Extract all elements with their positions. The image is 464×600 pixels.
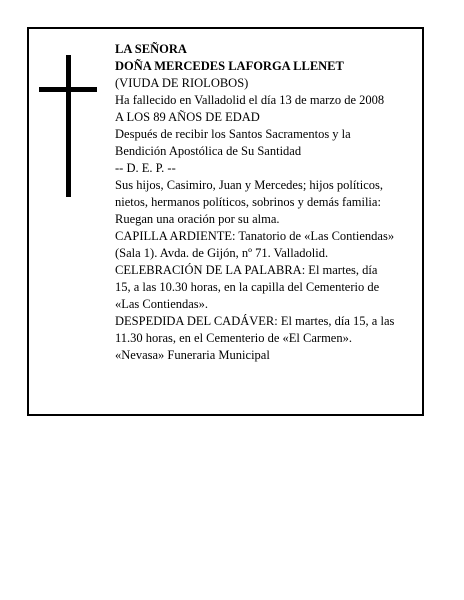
- death-line: Ha fallecido en Valladolid el día 13 de marzo de 2008: [115, 93, 385, 107]
- farewell-line-1: DESPEDIDA DEL CADÁVER: El martes, día 15, a las: [115, 314, 395, 328]
- sacraments-line-2: Bendición Apostólica de Su Santidad: [115, 144, 302, 158]
- notice-text: [115, 41, 425, 364]
- prayer-request: Ruegan una oración por su alma.: [115, 212, 280, 226]
- latin-cross-icon: [39, 55, 97, 197]
- widow-of: (VIUDA DE RIOLOBOS): [115, 76, 249, 90]
- notice-title: LA SEÑORA: [115, 42, 187, 56]
- chapel-line-2: (Sala 1). Avda. de Gijón, nº 71. Valladolid.: [115, 246, 329, 260]
- funeral-home: «Nevasa» Funeraria Municipal: [115, 348, 270, 362]
- age-line: A LOS 89 AÑOS DE EDAD: [115, 110, 260, 124]
- obituary-notice: [27, 27, 424, 416]
- family-line-1: Sus hijos, Casimiro, Juan y Mercedes; hijos políticos,: [115, 178, 384, 192]
- celebration-line-2: 15, a las 10.30 horas, en la capilla del Cementerio de: [115, 280, 380, 294]
- cross-horizontal-bar: [39, 87, 97, 92]
- sacraments-line-1: Después de recibir los Santos Sacramentos y la: [115, 127, 351, 141]
- chapel-line-1: CAPILLA ARDIENTE: Tanatorio de «Las Contiendas»: [115, 229, 395, 243]
- family-line-2: nietos, hermanos políticos, sobrinos y demás familia:: [115, 195, 381, 209]
- celebration-line-1: CELEBRACIÓN DE LA PALABRA: El martes, día: [115, 263, 378, 277]
- farewell-line-2: 11.30 horas, en el Cementerio de «El Carmen».: [115, 331, 352, 345]
- celebration-line-3: «Las Contiendas».: [115, 297, 209, 311]
- deceased-name: DOÑA MERCEDES LAFORGA LLENET: [115, 59, 344, 73]
- cross-vertical-bar: [66, 55, 71, 197]
- rip-line: -- D. E. P. --: [115, 161, 176, 175]
